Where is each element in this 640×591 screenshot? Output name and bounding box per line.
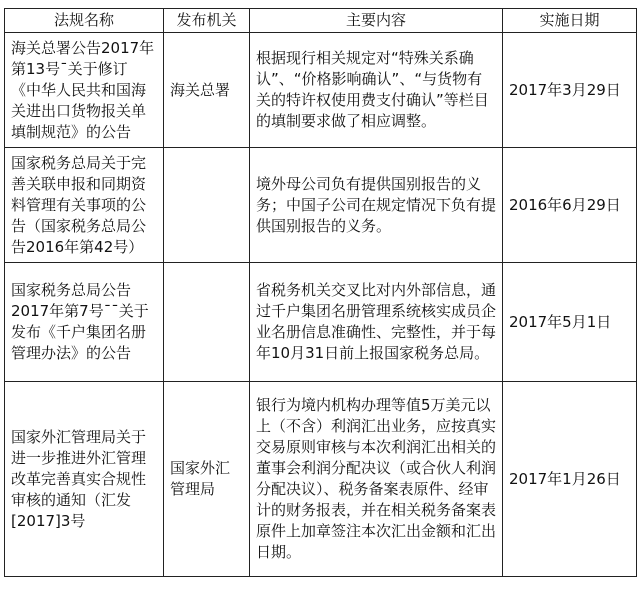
table-row	[5, 33, 637, 148]
content-cell: 根据现行相关规定对“特殊关系确认”、“价格影响确认”、“与货物有关的特许权使用费支付确认”等栏目的填制要求做了相应调整。	[250, 33, 503, 148]
header-law-name: 法规名称	[5, 9, 164, 33]
table-row	[5, 382, 637, 577]
authority-cell: 国家外汇管理局	[164, 382, 250, 577]
date-cell: 2017年3月29日	[503, 33, 637, 148]
content-cell: 省税务机关交叉比对内外部信息，通过千户集团名册管理系统核实成员企业名册信息准确性、完整性，并于每年10月31日前上报国家税务总局。	[250, 263, 503, 382]
content-cell: 境外母公司负有提供国别报告的义务；中国子公司在规定情况下负有提供国别报告的义务。	[250, 148, 503, 263]
law-name-cell: 海关总署公告2017年第13号¯关于修订《中华人民共和国海关进出口货物报关单填制规范》的公告	[5, 33, 164, 148]
law-name-cell: 国家税务总局公告2017年第7号¯¯关于发布《千户集团名册管理办法》的公告	[5, 263, 164, 382]
date-cell: 2017年5月1日	[503, 263, 637, 382]
header-authority: 发布机关	[164, 9, 250, 33]
authority-cell: 海关总署	[164, 33, 250, 148]
content-cell: 银行为境内机构办理等值5万美元以上（不含）利润汇出业务，应按真实交易原则审核与本次利润汇出相关的董事会利润分配决议（或合伙人利润分配决议）、税务备案表原件、经审计的财务报表，并在相关税务备案表原件上加章签注本次汇出金额和汇出日期。	[250, 382, 503, 577]
table-row	[5, 148, 637, 263]
date-cell: 2017年1月26日	[503, 382, 637, 577]
table-row	[5, 263, 637, 382]
header-main-content: 主要内容	[250, 9, 503, 33]
regulations-table	[4, 8, 637, 577]
date-cell: 2016年6月29日	[503, 148, 637, 263]
authority-cell	[164, 263, 250, 382]
law-name-cell: 国家税务总局关于完善关联申报和同期资料管理有关事项的公告（国家税务总局公告2016年第42号）	[5, 148, 164, 263]
header-effective-date: 实施日期	[503, 9, 637, 33]
table-header-row	[5, 9, 637, 33]
law-name-cell: 国家外汇管理局关于进一步推进外汇管理改革完善真实合规性审核的通知（汇发[2017]3号	[5, 382, 164, 577]
authority-cell	[164, 148, 250, 263]
